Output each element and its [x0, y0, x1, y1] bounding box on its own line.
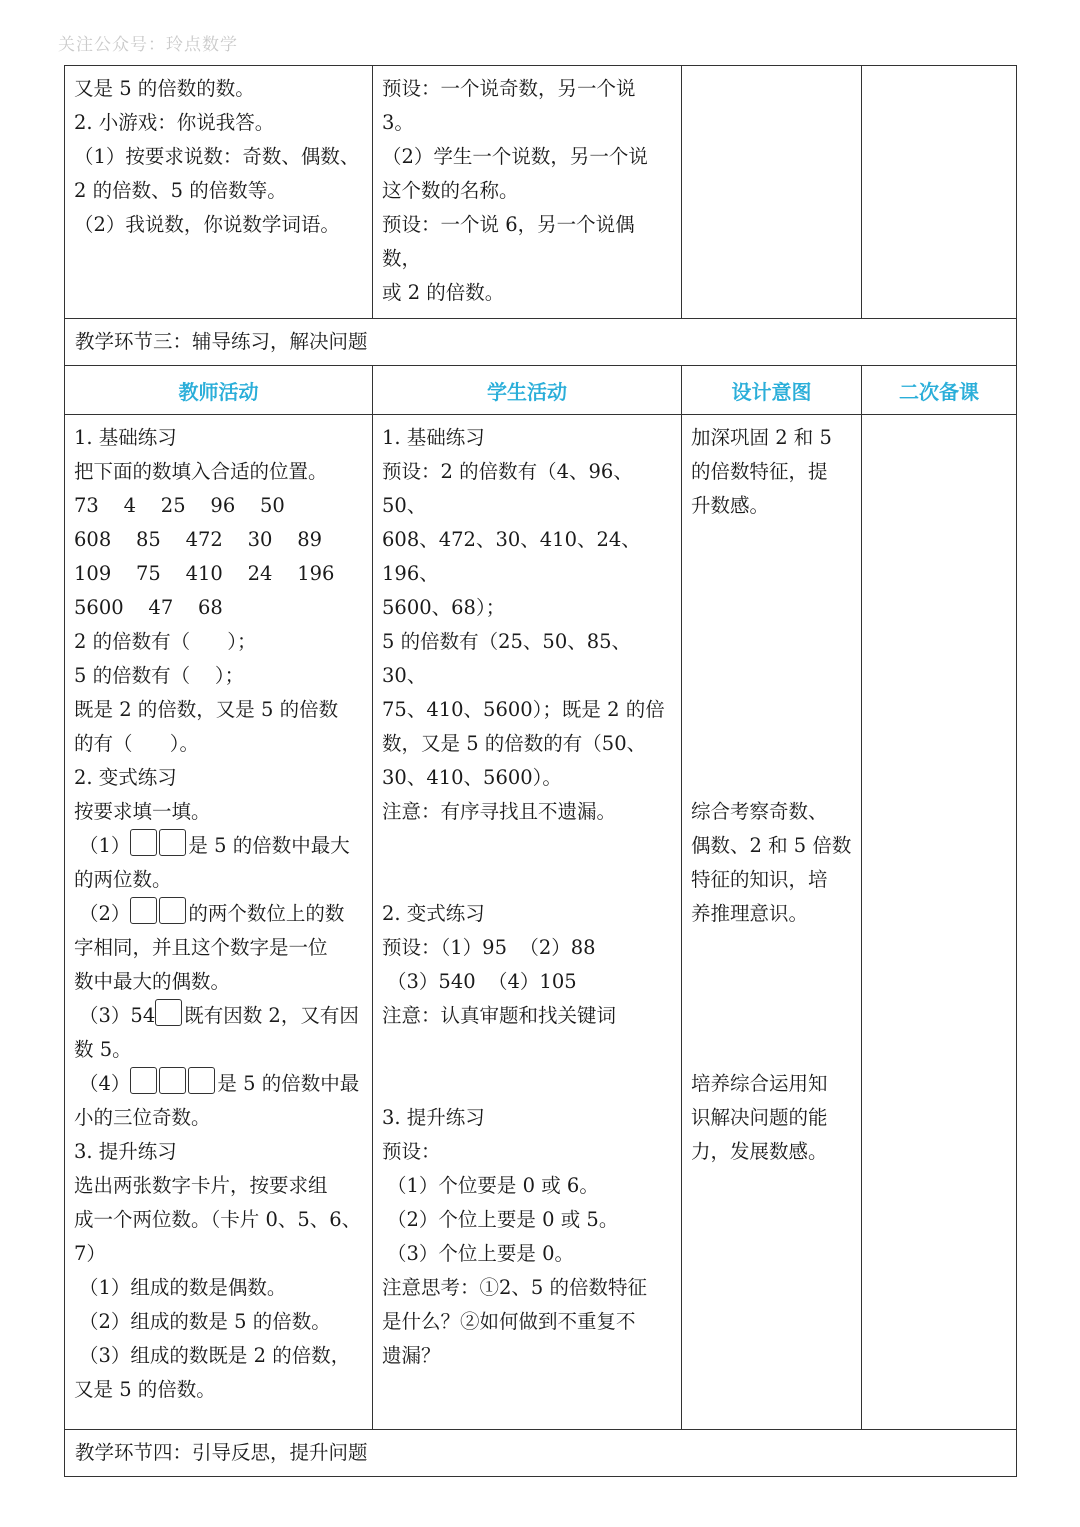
- text-span: （3）54: [79, 1004, 156, 1027]
- text-line: 的倍数特征，提: [691, 460, 828, 483]
- header-teacher: 教师活动: [65, 366, 373, 415]
- text-line: 预设：2 的倍数有（4、96、50、: [382, 460, 633, 517]
- text-line: 小的三位奇数。: [74, 1106, 211, 1129]
- text-line: 综合考察奇数、: [691, 800, 828, 823]
- text-line: 按要求填一填。: [74, 800, 211, 823]
- text-span: 是 5 的倍数中最: [217, 1072, 360, 1095]
- blank-box: [155, 999, 182, 1026]
- text-line: 注意：有序寻找且不遗漏。: [382, 800, 617, 823]
- text-line: 7）: [74, 1242, 106, 1265]
- watermark: 关注公众号：玲点数学: [58, 35, 238, 55]
- section-four-title: 教学环节四：引导反思，提升问题: [65, 1430, 1017, 1477]
- text-line: 遗漏？: [382, 1344, 441, 1367]
- text-line: 力，发展数感。: [691, 1140, 828, 1163]
- question-2: [74, 897, 364, 931]
- top-teacher-cell: [65, 66, 373, 319]
- question-3: [74, 999, 364, 1033]
- text-line: （2）个位上要是 0 或 5。: [387, 1208, 619, 1231]
- student-activity-cell: [373, 415, 682, 1430]
- text-line: 608、472、30、410、24、196、: [382, 528, 641, 585]
- teacher-activity-cell: [65, 415, 373, 1430]
- text-line: 养推理意识。: [691, 902, 809, 925]
- text-line: 2 的倍数、5 的倍数等。: [74, 179, 287, 202]
- text-line: 又是 5 的倍数的数。: [74, 77, 255, 100]
- question-4: [74, 1067, 364, 1101]
- text-line: 成一个两位数。（卡片 0、5、6、: [74, 1208, 362, 1231]
- text-line: 3. 提升练习: [382, 1106, 485, 1129]
- section-three-row: [65, 319, 1017, 366]
- text-span: 的两个数位上的数: [188, 902, 345, 925]
- blank-box: [159, 1067, 186, 1094]
- text-span: 既有因数 2，又有因: [184, 1004, 359, 1027]
- second-prep-cell: [862, 415, 1017, 1430]
- text-line: （3）个位上要是 0。: [387, 1242, 575, 1265]
- text-line: 这个数的名称。: [382, 179, 519, 202]
- text-line: 的有（ ）。: [74, 732, 199, 755]
- text-line: 特征的知识，培: [691, 868, 828, 891]
- section-three-title: 教学环节三：辅导练习，解决问题: [65, 319, 1017, 366]
- number-row: 73 4 25 96 50: [74, 494, 285, 517]
- text-span: （1）: [79, 834, 131, 857]
- question-1: [74, 829, 364, 863]
- number-row: 109 75 410 24 196: [74, 562, 335, 585]
- text-span: 是 5 的倍数中最大: [188, 834, 350, 857]
- text-line: 数中最大的偶数。: [74, 970, 231, 993]
- design-intent-cell: [682, 415, 862, 1430]
- text-line: （1）按要求说数：奇数、偶数、: [74, 145, 360, 168]
- text-span: （2）: [79, 902, 131, 925]
- top-row: [65, 66, 1017, 319]
- header-design: 设计意图: [682, 366, 862, 415]
- top-second-cell: [862, 66, 1017, 319]
- text-line: （2）我说数，你说数学词语。: [74, 213, 340, 236]
- text-line: 预设：: [382, 1140, 441, 1163]
- text-line: 又是 5 的倍数。: [74, 1378, 216, 1401]
- text-line: 注意：认真审题和找关键词: [382, 1004, 617, 1027]
- text-line: 2. 变式练习: [74, 766, 177, 789]
- blank-box: [159, 829, 186, 856]
- text-line: 数，又是 5 的倍数的有（50、: [382, 732, 647, 755]
- text-line: 预设：一个说奇数，另一个说 3。: [382, 77, 636, 134]
- header-second: 二次备课: [862, 366, 1017, 415]
- header-student: 学生活动: [373, 366, 682, 415]
- text-line: 5 的倍数有（ ）；: [74, 664, 245, 687]
- text-line: 的两位数。: [74, 868, 172, 891]
- text-line: 预设：（1）95 （2）88: [382, 936, 596, 959]
- text-line: （3）组成的数既是 2 的倍数，: [79, 1344, 351, 1367]
- text-line: 字相同，并且这个数字是一位: [74, 936, 328, 959]
- top-student-cell: [373, 66, 682, 319]
- text-line: 5 的倍数有（25、50、85、30、: [382, 630, 632, 687]
- text-line: （3）540 （4）105: [387, 970, 577, 993]
- top-design-cell: [682, 66, 862, 319]
- text-line: 30、410、5600）。: [382, 766, 562, 789]
- text-line: 数 5。: [74, 1038, 132, 1061]
- main-row: [65, 415, 1017, 1430]
- text-line: 既是 2 的倍数，又是 5 的倍数: [74, 698, 339, 721]
- text-line: 是什么？②如何做到不重复不: [382, 1310, 636, 1333]
- header-row: [65, 366, 1017, 415]
- blank-box: [130, 897, 157, 924]
- text-line: 1. 基础练习: [74, 426, 177, 449]
- blank-box: [130, 829, 157, 856]
- blank-box: [188, 1067, 215, 1094]
- blank-box: [130, 1067, 157, 1094]
- lesson-plan-table: [64, 65, 1017, 1477]
- text-line: （1）组成的数是偶数。: [79, 1276, 287, 1299]
- text-line: 2. 小游戏：你说我答。: [74, 111, 275, 134]
- text-line: 升数感。: [691, 494, 770, 517]
- number-row: 5600 47 68: [74, 596, 223, 619]
- text-line: 注意思考：①2、5 的倍数特征: [382, 1276, 648, 1299]
- text-line: 2 的倍数有（ ）；: [74, 630, 257, 653]
- text-line: 3. 提升练习: [74, 1140, 177, 1163]
- text-line: 识解决问题的能: [691, 1106, 828, 1129]
- text-line: 2. 变式练习: [382, 902, 485, 925]
- text-line: 偶数、2 和 5 倍数: [691, 834, 852, 857]
- blank-box: [159, 897, 186, 924]
- text-line: 1. 基础练习: [382, 426, 485, 449]
- text-span: （4）: [79, 1072, 131, 1095]
- text-line: （2）组成的数是 5 的倍数。: [79, 1310, 331, 1333]
- text-line: 预设：一个说 6，另一个说偶数，: [382, 213, 635, 270]
- text-line: 加深巩固 2 和 5: [691, 426, 832, 449]
- text-line: （2）学生一个说数，另一个说: [382, 145, 648, 168]
- number-row: 608 85 472 30 89: [74, 528, 323, 551]
- section-four-row: [65, 1430, 1017, 1477]
- text-line: （1）个位要是 0 或 6。: [387, 1174, 599, 1197]
- text-line: 选出两张数字卡片，按要求组: [74, 1174, 328, 1197]
- text-line: 75、410、5600）；既是 2 的倍: [382, 698, 665, 721]
- text-line: 或 2 的倍数。: [382, 281, 505, 304]
- text-line: 5600、68）；: [382, 596, 506, 619]
- text-line: 培养综合运用知: [691, 1072, 828, 1095]
- text-line: 把下面的数填入合适的位置。: [74, 460, 328, 483]
